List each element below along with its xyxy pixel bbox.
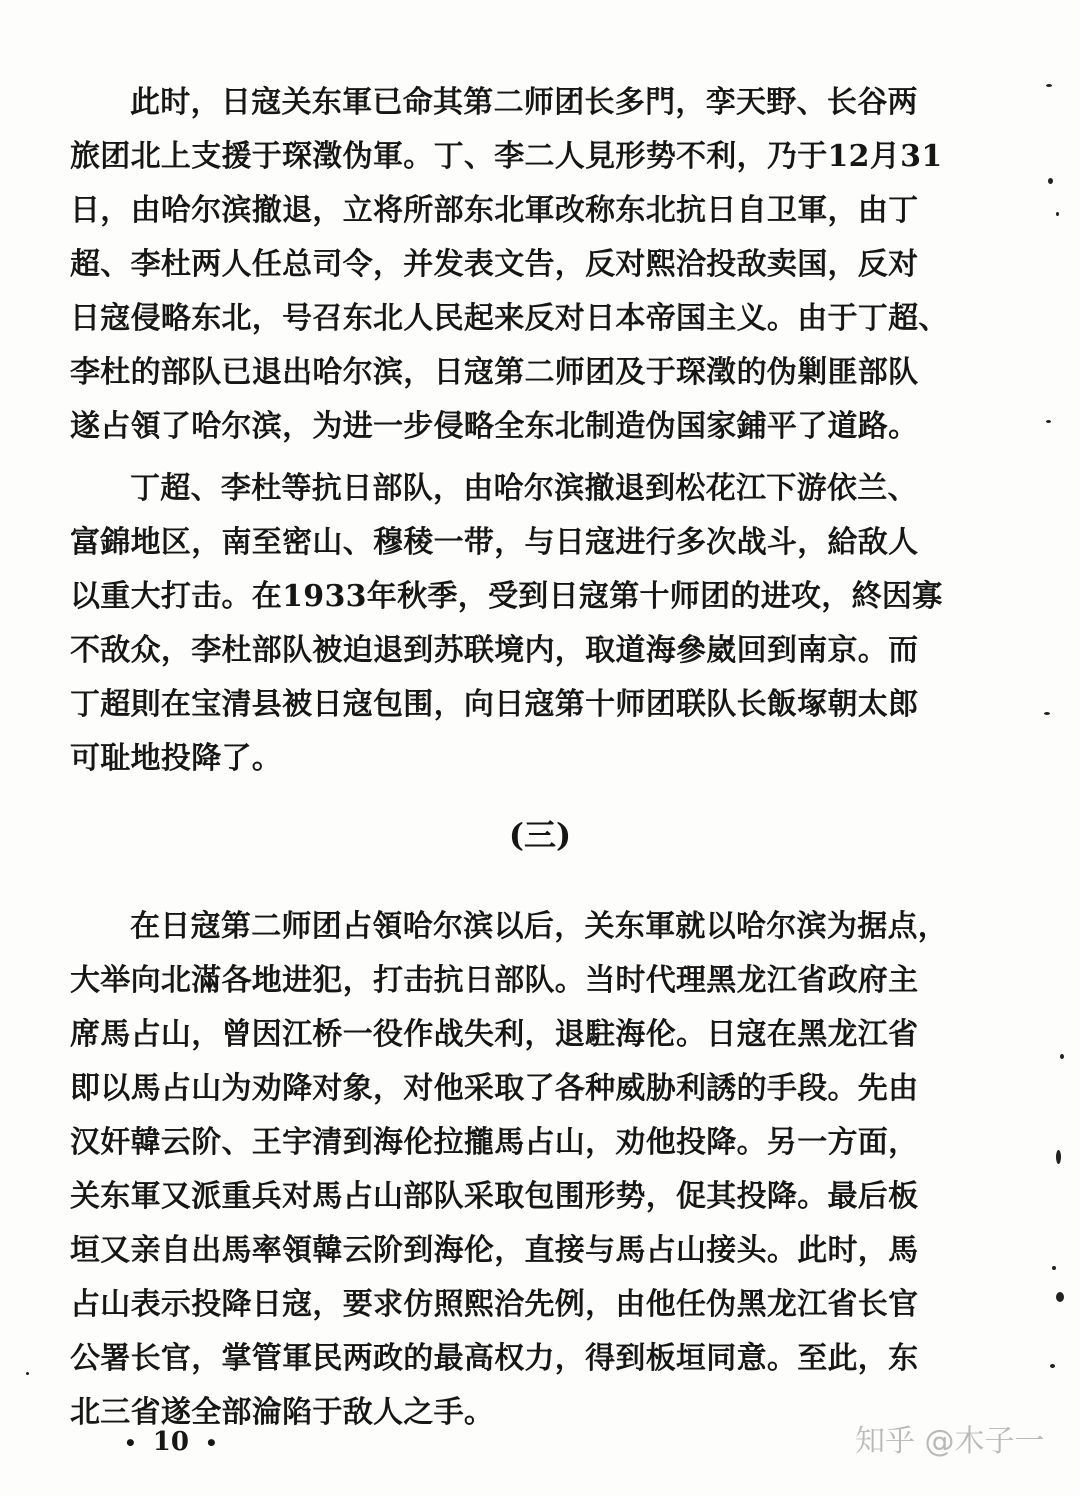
page-number: 10 (152, 1427, 189, 1457)
scan-speck (1046, 84, 1052, 87)
scan-speck (26, 1372, 29, 1375)
paragraph-line: 李杜的部队已退出哈尔滨，日寇第二师团及于琛澂的伪剿匪部队 (70, 355, 919, 390)
paragraph-line: 遂占領了哈尔滨，为进一步侵略全东北制造伪国家鋪平了道路。 (70, 409, 919, 444)
paragraph-line: 丁超、李杜等抗日部队，由哈尔滨撤退到松花江下游依兰、 (130, 471, 918, 506)
zhihu-watermark: 知乎 @木子一 (855, 1424, 1045, 1459)
page-number-footer (108, 1424, 234, 1460)
paragraph-line: 大举向北滿各地进犯，打击抗日部队。当时代理黑龙江省政府主 (70, 963, 919, 998)
paragraph-line: 占山表示投降日寇，要求仿照熙洽先例，由他任伪黑龙江省长官 (70, 1287, 919, 1322)
scan-speck (1060, 1054, 1064, 1059)
paragraph-line: 在日寇第二师团占領哈尔滨以后，关东軍就以哈尔滨为据点， (130, 909, 949, 944)
paragraph-line: 不敌众，李杜部队被迫退到苏联境内，取道海參崴回到南京。而 (70, 633, 919, 668)
paragraph-line: 席馬占山，曾因江桥一役作战失利，退駐海伦。日寇在黑龙江省 (70, 1017, 919, 1052)
paragraph-1 (70, 76, 949, 454)
scan-speck (1056, 212, 1059, 216)
paragraph-line: 此时，日寇关东軍已命其第二师团长多門，孪天野、长谷两 (130, 85, 918, 120)
paragraph-line: 以重大打击。在1933年秋季，受到日寇第十师团的进攻，終因寡 (70, 579, 943, 614)
paragraph-line: 即以馬占山为劝降对象，对他采取了各种威胁利誘的手段。先由 (70, 1071, 919, 1106)
paragraph-2 (70, 462, 943, 786)
paragraph-line: 可耻地投降了。 (70, 741, 283, 776)
paragraph-line: 北三省遂全部淪陷于敌人之手。 (70, 1395, 495, 1430)
scan-speck (1056, 1292, 1064, 1302)
paragraph-3 (70, 900, 949, 1440)
paragraph-line: 日寇侵略东北，号召东北人民起来反对日本帝国主义。由于丁超、 (70, 301, 949, 336)
scan-speck (1052, 1266, 1056, 1270)
paragraph-line: 汉奸韓云阶、王宇清到海伦拉攏馬占山，劝他投降。另一方面， (70, 1125, 919, 1160)
paragraph-line: 丁超則在宝清县被日寇包围，向日寇第十师团联队长飯塚朝太郎 (70, 687, 919, 722)
paragraph-line: 旅团北上支援于琛澂伪軍。丁、李二人見形势不利，乃于12月31 (70, 139, 943, 174)
paragraph-line: 超、李杜两人任总司令，并发表文告，反对熙洽投敌卖国，反对 (70, 247, 919, 282)
footer-dot-left: • (124, 1431, 137, 1455)
paragraph-line: 垣又亲自出馬率領韓云阶到海伦，直接与馬占山接头。此时，馬 (70, 1233, 919, 1268)
scan-speck (1046, 420, 1051, 423)
scan-speck (1044, 712, 1050, 715)
scan-speck (1056, 1150, 1061, 1164)
scan-speck (1050, 1364, 1055, 1368)
section-heading: (三) (508, 816, 572, 854)
footer-dot-right: • (204, 1431, 218, 1455)
scan-speck (1048, 178, 1053, 184)
paragraph-line: 日，由哈尔滨撤退，立将所部东北軍改称东北抗日自卫軍，由丁 (70, 193, 919, 228)
paragraph-line: 富錦地区，南至密山、穆稜一带，与日寇进行多次战斗，給敌人 (70, 525, 919, 560)
paragraph-line: 关东軍又派重兵对馬占山部队采取包围形势，促其投降。最后板 (70, 1179, 919, 1214)
paragraph-line: 公署长官，掌管軍民两政的最高权力，得到板垣同意。至此，东 (70, 1341, 919, 1376)
